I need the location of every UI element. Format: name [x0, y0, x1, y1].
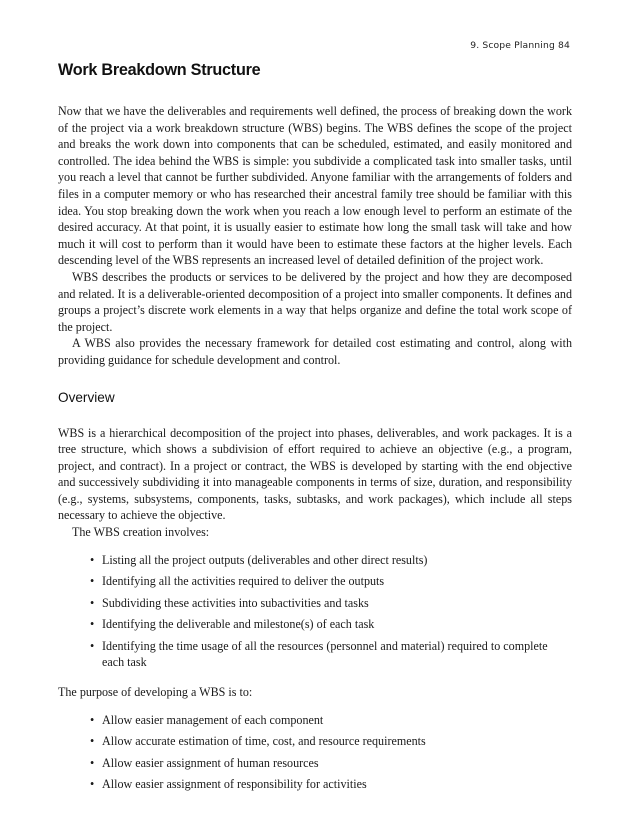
purpose-intro: The purpose of developing a WBS is to:: [58, 685, 253, 700]
list-item: [90, 755, 572, 771]
list-item-text: Allow easier management of each component: [102, 712, 324, 727]
list-item: [90, 552, 572, 568]
section-title: Work Breakdown Structure: [58, 61, 261, 79]
bullet-icon: •: [90, 552, 95, 567]
list-item: [90, 638, 572, 670]
intro-paragraph: WBS describes the products or services to be delivered by the project and how they are decomposed and related. It is a deliverable-oriented decomposition of a project into smaller components. It defines and groups a project’s discrete work elements in a way that helps organize and define the total work scope of the project.: [58, 269, 572, 334]
running-head: 9. Scope Planning 84: [470, 40, 570, 51]
bullet-icon: •: [90, 777, 95, 792]
overview-paragraph: WBS is a hierarchical decomposition of the project into phases, deliverables, and work packages. It is a tree structure, which shows a subdivision of effort required to achieve an objective (e.g., a program, project, and contract). In a project or contract, the WBS is developed by starting with the end objective and successively subdividing it into manageable components in terms of size, duration, and responsibility (e.g., systems, subsystems, components, tasks, subtasks, and work packages), which include all steps necessary to achieve the objective.: [58, 425, 572, 523]
overview-heading: Overview: [58, 389, 115, 405]
list-item-text: Identifying all the activities required to deliver the outputs: [102, 574, 385, 589]
bullet-icon: •: [90, 595, 95, 610]
list-item-text: Allow easier assignment of human resources: [102, 755, 319, 770]
list-item: [90, 712, 572, 728]
list-item-text: Subdividing these activities into subactivities and tasks: [102, 595, 369, 610]
purpose-list: [58, 712, 572, 793]
list-item: [90, 733, 572, 749]
intro-paragraph: A WBS also provides the necessary framework for detailed cost estimating and control, along with providing guidance for schedule development and control.: [58, 336, 572, 367]
list-item: [90, 776, 572, 792]
bullet-icon: •: [90, 638, 95, 653]
bullet-icon: •: [90, 712, 95, 727]
bullet-icon: •: [90, 734, 95, 749]
creation-list: [58, 552, 572, 670]
page-content: [58, 61, 572, 798]
list-item-text: Identifying the time usage of all the resources (personnel and material) required to complete each task: [102, 638, 548, 669]
bullet-icon: •: [90, 617, 95, 632]
list-item: [90, 616, 572, 632]
list-item-text: Allow accurate estimation of time, cost, and resource requirements: [102, 734, 426, 749]
bullet-icon: •: [90, 755, 95, 770]
creation-intro: The WBS creation involves:: [72, 525, 210, 540]
list-item: [90, 595, 572, 611]
list-item: [90, 573, 572, 589]
bullet-icon: •: [90, 574, 95, 589]
list-item-text: Allow easier assignment of responsibility for activities: [102, 777, 367, 792]
list-item-text: Identifying the deliverable and milestone(s) of each task: [102, 617, 375, 632]
list-item-text: Listing all the project outputs (deliverables and other direct results): [102, 552, 428, 567]
intro-paragraph: Now that we have the deliverables and requirements well defined, the process of breaking down the work of the project via a work breakdown structure (WBS) begins. The WBS defines the scope of the project and breaks the work down into components that can be scheduled, estimated, and easily monitored and controlled. The idea behind the WBS is simple: you subdivide a complicated task into smaller tasks, until you reach a level that cannot be further subdivided. Anyone familiar with the arrangements of folders and files in a computer memory or who has researched their ancestral family tree should be familiar with this idea. You stop breaking down the work when you reach a low enough level to perform an estimate of the desired accuracy. At that point, it is usually easier to estimate how long the small task will take and how much it will cost to perform than it would have been to estimate these factors at the higher levels. Each descending level of the WBS represents an increased level of detailed definition of the project work.: [58, 104, 572, 268]
